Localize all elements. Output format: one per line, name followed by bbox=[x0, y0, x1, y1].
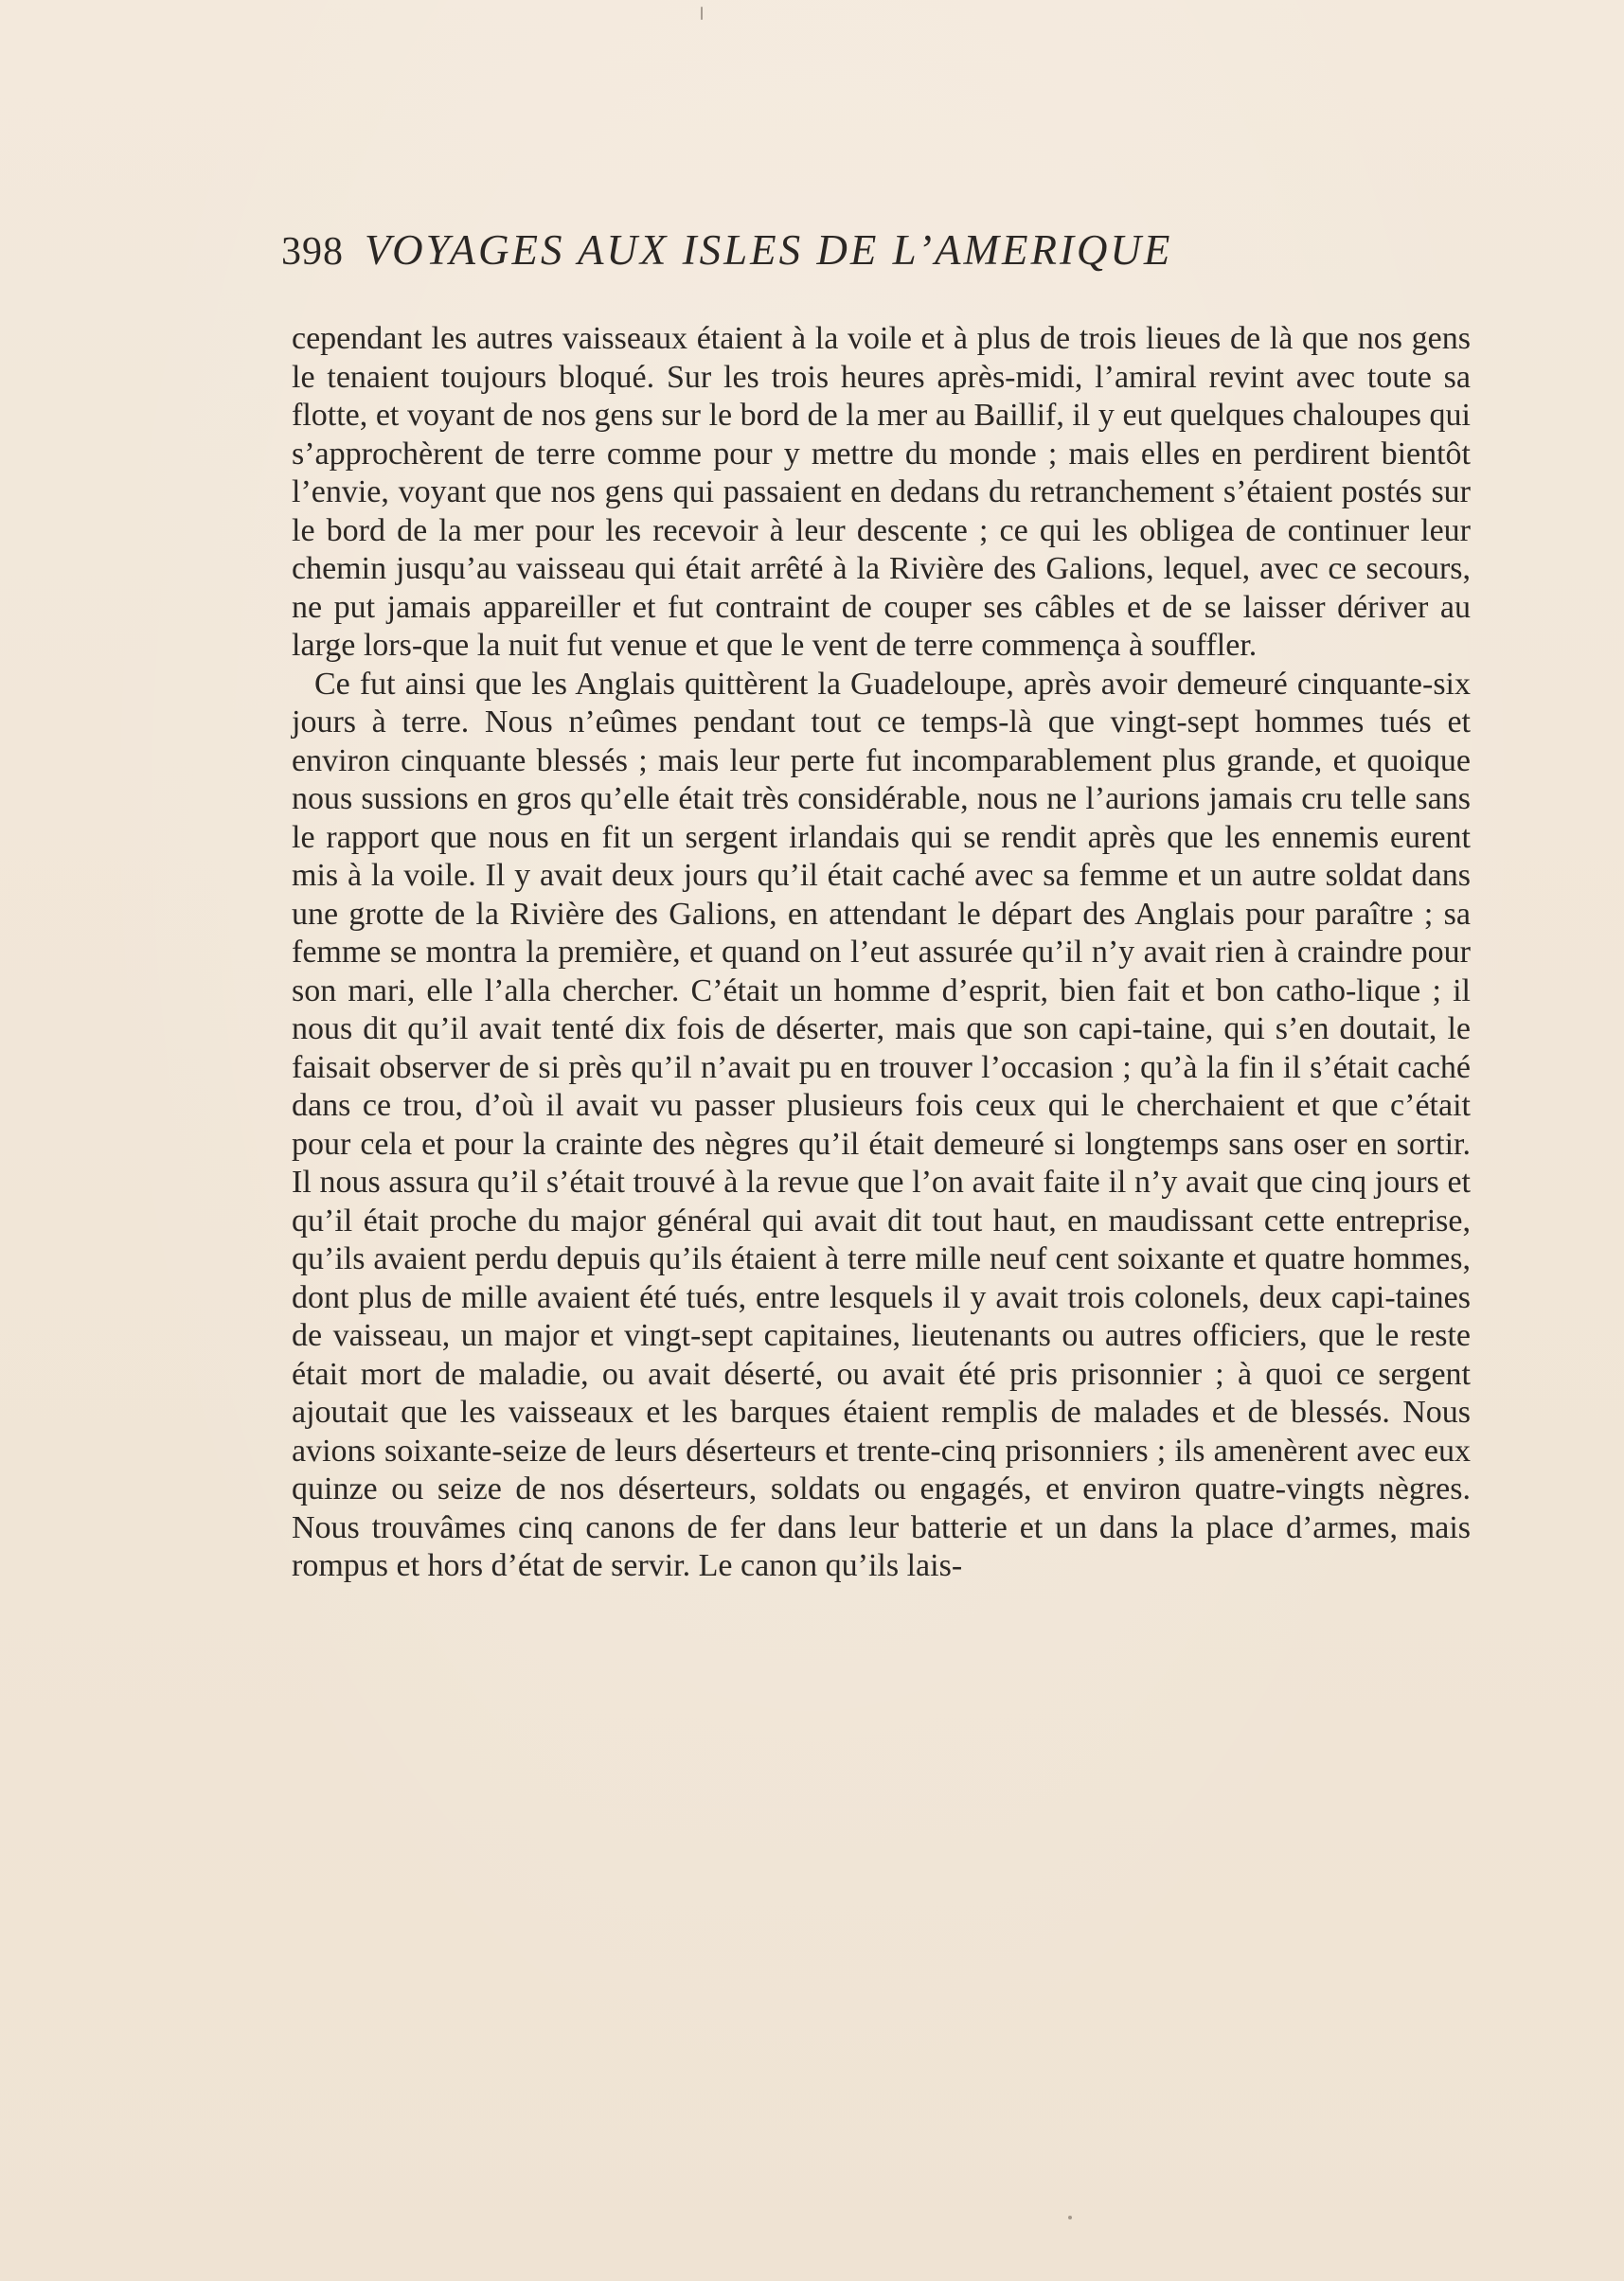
paragraph-1: cependant les autres vaisseaux étaient à la voile et à plus de trois lieues de là que nos gens le tenaient toujours bloqué. Sur les trois heures après-midi, l’amiral revint avec toute sa flotte, et voyant de nos gens sur le bord de la mer au Baillif, il y eut quelques chaloupes qui s’approchèrent de terre comme pour y mettre du monde ; mais elles en perdirent bientôt l’envie, voyant que nos gens qui passaient en dedans du retranchement s’étaient postés sur le bord de la mer pour les recevoir à leur descente ; ce qui les obligea de continuer leur chemin jusqu’au vaisseau qui était arrêté à la Rivière des Galions, lequel, avec ce secours, ne put jamais appareiller et fut contraint de couper ses câbles et de se laisser dériver au large lors-que la nuit fut venue et que le vent de terre commença à souffler. bbox=[292, 321, 1471, 663]
running-head bbox=[281, 225, 1399, 282]
running-title: VOYAGES AUX ISLES DE L’AMERIQUE bbox=[365, 226, 1173, 274]
body-text bbox=[292, 320, 1471, 1586]
page-number: 398 bbox=[281, 230, 344, 274]
page-bottom-mark bbox=[1068, 2216, 1072, 2219]
page-top-mark bbox=[701, 7, 703, 20]
paragraph-2: Ce fut ainsi que les Anglais quittèrent la Guadeloupe, après avoir demeuré cinquante-six jours à terre. Nous n’eûmes pendant tout ce temps-là que vingt-sept hommes tués et environ cinquante blessés ; mais leur perte fut incomparablement plus grande, et quoique nous sussions en gros qu’elle était très considérable, nous ne l’aurions jamais cru telle sans le rapport que nous en fit un sergent irlandais qui se rendit après que les ennemis eurent mis à la voile. Il y avait deux jours qu’il était caché avec sa femme et un autre soldat dans une grotte de la Rivière des Galions, en attendant le départ des Anglais pour paraître ; sa femme se montra la première, et quand on l’eut assurée qu’il n’y avait rien à craindre pour son mari, elle l’alla chercher. C’était un homme d’esprit, bien fait et bon catho-lique ; il nous dit qu’il avait tenté dix fois de déserter, mais que son capi-taine, qui s’en doutait, le faisait observer de si près qu’il n’avait pu en trouver l’occasion ; qu’à la fin il s’était caché dans ce trou, d’où il avait vu passer plusieurs fois ceux qui le cherchaient et que c’était pour cela et pour la crainte des nègres qu’il était demeuré si longtemps sans oser en sortir. Il nous assura qu’il s’était trouvé à la revue que l’on avait faite il n’y avait que cinq jours et qu’il était proche du major général qui avait dit tout haut, en maudissant cette entreprise, qu’ils avaient perdu depuis qu’ils étaient à terre mille neuf cent soixante et quatre hommes, dont plus de mille avaient été tués, entre lesquels il y avait trois colonels, deux capi-taines de vaisseau, un major et vingt-sept capitaines, lieutenants ou autres officiers, que le reste était mort de maladie, ou avait déserté, ou avait été pris prisonnier ; à quoi ce sergent ajoutait que les vaisseaux et les barques étaient remplis de malades et de blessés. Nous avions soixante-seize de leurs déserteurs et trente-cinq prisonniers ; ils amenèrent avec eux quinze ou seize de nos déserteurs, soldats ou engagés, et environ quatre-vingts nègres. Nous trouvâmes cinq canons de fer dans leur batterie et un dans la place d’armes, mais rompus et hors d’état de servir. Le canon qu’ils lais- bbox=[292, 666, 1471, 1583]
